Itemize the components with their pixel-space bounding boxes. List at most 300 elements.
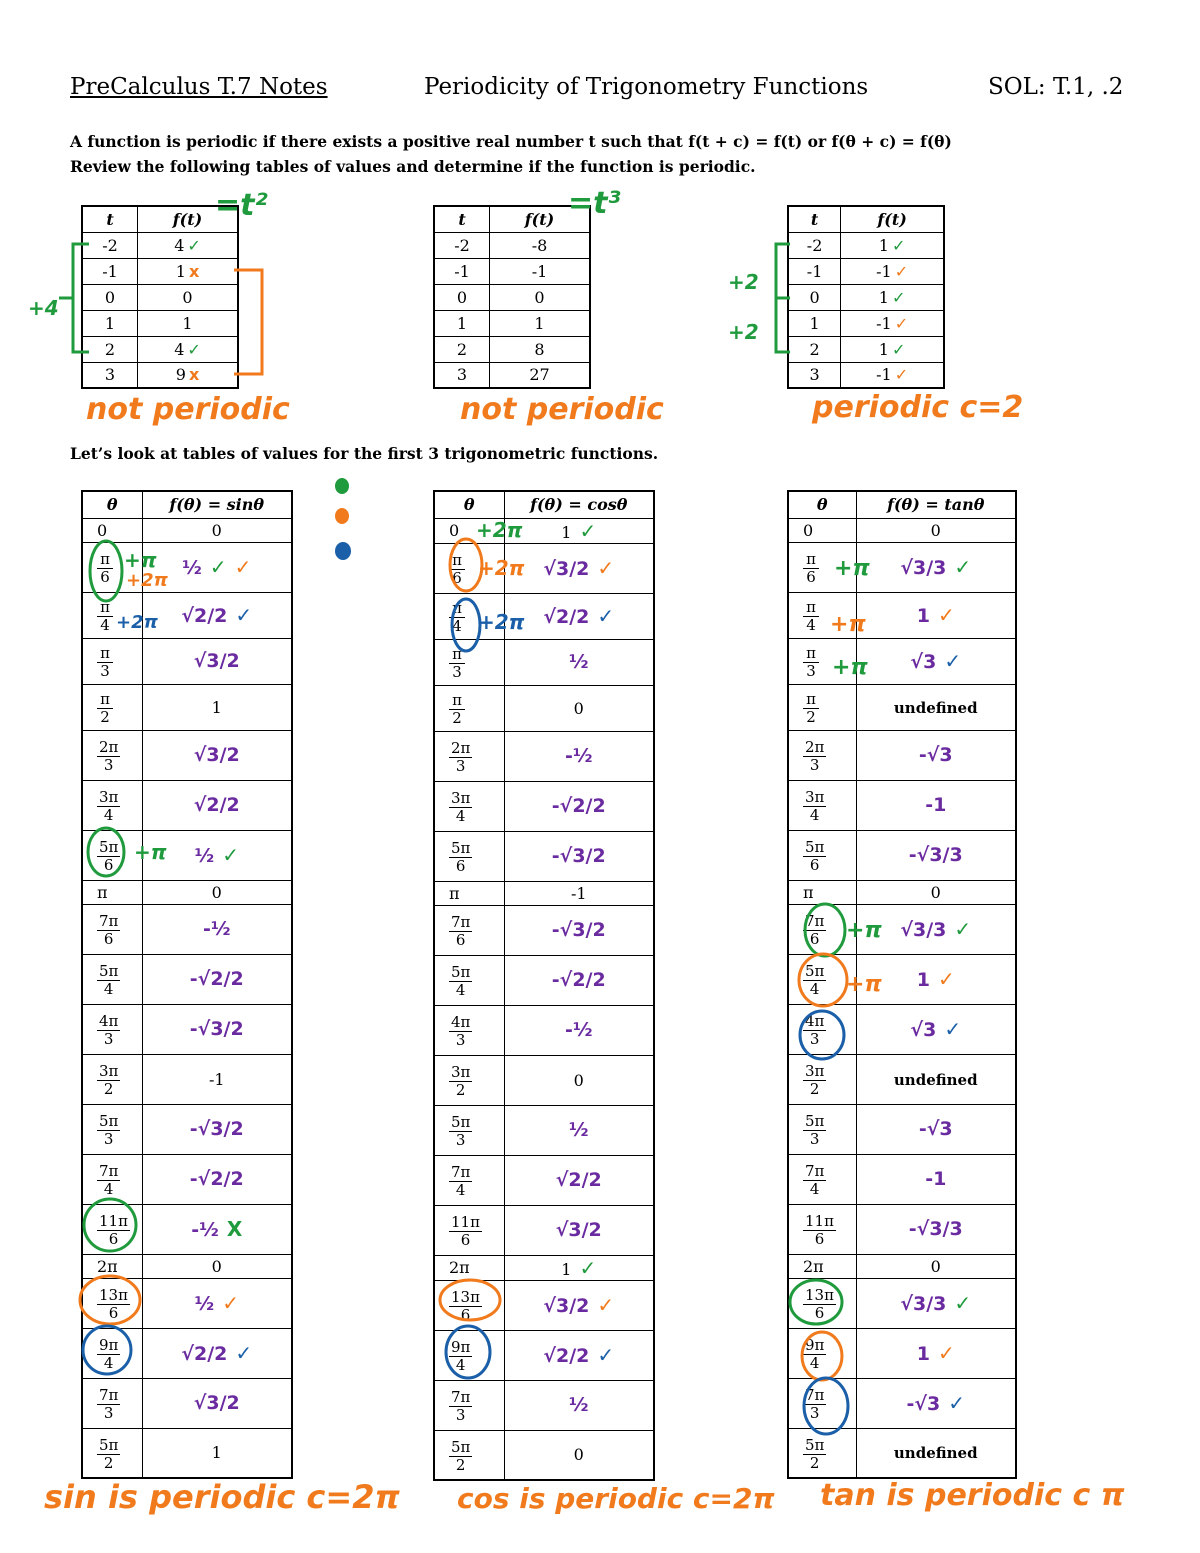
tan-plus-pi-1: +π: [834, 556, 870, 581]
theta-fraction: [97, 914, 120, 947]
function-value: √3/3: [900, 919, 947, 941]
theta-cell: [788, 1428, 856, 1478]
course-title: PreCalculus T.7 Notes: [70, 74, 328, 100]
formula-t-squared: =t²: [215, 188, 268, 223]
function-value-cell: [856, 518, 1016, 542]
function-value-cell: [504, 905, 654, 955]
table-row: [434, 593, 654, 639]
function-value-cell: [504, 1330, 654, 1380]
check-mark: ✓: [937, 603, 955, 627]
table-row: [788, 1378, 1016, 1428]
function-value: √3/2: [555, 1219, 602, 1241]
function-value: 0: [573, 698, 584, 718]
ft-value: [138, 284, 238, 310]
table-row: [788, 1104, 1016, 1154]
function-value: 0: [211, 520, 222, 540]
sin-plus-pi-1: +π: [124, 548, 157, 572]
theta-denominator: 2: [103, 1453, 114, 1472]
t-value: -1: [434, 258, 490, 284]
theta-fraction: [97, 1338, 120, 1371]
table-row: [434, 905, 654, 955]
function-value: 0: [573, 1445, 584, 1465]
function-value-cell: [142, 1278, 292, 1328]
ft-value-text: 4: [174, 235, 185, 255]
sin-plus-pi-2: +π: [134, 840, 167, 864]
ft-value: [841, 362, 944, 388]
theta-denominator: 3: [100, 662, 110, 680]
theta-denominator: 6: [809, 856, 820, 874]
function-value-cell: [504, 955, 654, 1005]
theta-numerator: 5π: [451, 1437, 471, 1456]
theta-value: 2π: [803, 1256, 824, 1276]
theta-numerator: π: [452, 551, 462, 569]
ft-value: [490, 310, 590, 336]
theta-denominator: 3: [455, 757, 466, 775]
theta-denominator: 3: [809, 1130, 820, 1148]
ft-value: [841, 310, 944, 336]
theta-numerator: 4π: [451, 1013, 471, 1031]
table-row: [82, 880, 292, 904]
table-row: [788, 362, 944, 388]
theta-cell: [788, 518, 856, 542]
theta-cell: [788, 1104, 856, 1154]
theta-numerator: 7π: [451, 1388, 471, 1406]
bracket-plus-4: [55, 240, 95, 360]
table-row: [82, 1154, 292, 1204]
theta-denominator: 4: [100, 616, 110, 634]
theta-denominator: 2: [455, 1081, 466, 1099]
theta-value: 0: [803, 520, 814, 540]
ft-value: [490, 258, 590, 284]
theta-fraction: [449, 1165, 472, 1198]
theta-denominator: 4: [103, 980, 114, 998]
theta-fraction: [97, 692, 113, 725]
function-value-cell: [856, 1328, 1016, 1378]
theta-value: π: [97, 882, 108, 902]
table-row: [82, 592, 292, 638]
function-value-cell: [142, 780, 292, 830]
theta-fraction: [449, 841, 472, 874]
function-value-cell: [504, 518, 654, 543]
function-value: ½: [194, 845, 215, 867]
theta-fraction: [449, 1065, 472, 1098]
theta-cell: [788, 830, 856, 880]
theta-cell: [434, 955, 504, 1005]
ft-value-text: -8: [531, 235, 548, 255]
theta-denominator: 3: [103, 1130, 114, 1148]
function-value: √3/2: [193, 650, 240, 672]
function-value-cell: [504, 1205, 654, 1255]
function-value: 0: [211, 882, 222, 902]
theta-cell: [82, 1328, 142, 1378]
theta-numerator: 2π: [451, 739, 471, 757]
theta-fraction: [803, 914, 826, 947]
function-value: 1: [916, 969, 930, 991]
theta-numerator: 7π: [99, 1386, 119, 1404]
theta-cell: [788, 1254, 856, 1278]
table-row: [788, 730, 1016, 780]
table-row: [788, 1154, 1016, 1204]
check-mark: ✓: [187, 339, 201, 359]
ft-value: [841, 232, 944, 258]
function-value: -√3/2: [189, 1118, 244, 1140]
function-value-cell: [142, 1054, 292, 1104]
label-plus-4: +4: [28, 296, 59, 320]
theta-cell: [434, 685, 504, 731]
theta-numerator: 11π: [99, 1212, 128, 1230]
theta-denominator: 4: [809, 806, 820, 824]
check-mark: ✓: [891, 287, 906, 307]
ft-value: [490, 362, 590, 388]
theta-denominator: 6: [100, 568, 110, 586]
t-value: -2: [788, 232, 841, 258]
check-mark: ✓: [597, 604, 615, 628]
theta-denominator: 4: [452, 617, 462, 635]
table-row: [788, 258, 944, 284]
t-value: 2: [788, 336, 841, 362]
theta-fraction: [803, 600, 819, 633]
function-value-cell: [856, 1104, 1016, 1154]
function-value-cell: [856, 542, 1016, 592]
ft-value-text: 4: [174, 339, 185, 359]
check-mark: ✓: [579, 1255, 597, 1280]
check-mark: ✓: [597, 556, 615, 580]
label-plus-2-a: +2: [728, 270, 759, 294]
theta-numerator: 3π: [805, 1062, 825, 1080]
table-row: [788, 684, 1016, 730]
function-value: -1: [925, 794, 947, 816]
ft-value-text: 27: [529, 365, 550, 385]
table-cosine: θ f(θ) = cosθ 0 1 ✓ $\frac{\pi}{6}$ √3/2 ✓ $\frac{\pi}{4}$ √2/2 ✓ $\frac{\pi}{3}$ ½ $\frac{\pi}{2}$ 0 $\frac{2\pi}{3}$ -½ $\frac{3\pi}{4}$ -√2/2 $\frac{5\pi}{6}$ -√3/2 π -1 $\frac{7\pi}{6}$ -√3/2 $\frac{5\pi}{4}$ -√2/2 $\frac{4\pi}{3}$ -½ $\frac{3\pi}{2}$ 0 $\frac{5\pi}{3}$ ½ $\frac{7\pi}{4}$ √2/2 $\frac{11\pi}{6}$ √3/2 2π 1 ✓ $\frac{13\pi}{6}$ √3/2 ✓ $\frac{9\pi}{4}$ √2/2 ✓ $\frac{7\pi}{3}$ ½ $\frac{5\pi}{2}$ 0: [433, 490, 655, 1481]
ft-value-text: -1: [876, 365, 892, 385]
function-value: undefined: [893, 1444, 978, 1463]
conclusion-sin: sin is periodic c=2π: [44, 1478, 400, 1516]
theta-fraction: [97, 740, 120, 773]
check-mark: ✓: [597, 1343, 615, 1367]
table-row: [434, 1105, 654, 1155]
function-value: 1: [561, 522, 572, 542]
theta-numerator: 5π: [451, 1113, 471, 1131]
theta-fraction: [803, 1014, 826, 1047]
function-value-cell: [142, 880, 292, 904]
function-value: -1: [925, 1168, 947, 1190]
theta-denominator: 4: [455, 981, 466, 999]
table-row: [434, 1205, 654, 1255]
table-row: [82, 1204, 292, 1254]
theta-denominator: 3: [806, 662, 816, 680]
table-row: [434, 543, 654, 593]
theta-numerator: π: [806, 598, 816, 616]
legend-dot-orange: [335, 508, 349, 524]
function-value: -½: [202, 918, 231, 940]
table-row: [82, 310, 238, 336]
function-value: ½: [568, 1394, 589, 1416]
theta-denominator: 6: [814, 1304, 825, 1322]
theta-denominator: 6: [460, 1231, 471, 1249]
sin-plus-2pi-2: +2π: [116, 612, 158, 633]
theta-denominator: 3: [809, 756, 820, 774]
instruction-text: Review the following tables of values and determine if the function is periodic.: [70, 157, 756, 176]
theta-cell: [82, 1054, 142, 1104]
theta-cell: [82, 954, 142, 1004]
theta-cell: [434, 1155, 504, 1205]
ft-value-text: 0: [182, 287, 193, 307]
theta-denominator: 4: [103, 1180, 114, 1198]
theta-fraction: [803, 1338, 826, 1371]
theta-fraction: [449, 601, 465, 634]
theta-cell: [788, 1328, 856, 1378]
definition-text: A function is periodic if there exists a positive real number t such that f(t + c) = f(t) or f(θ + c) = f(θ): [70, 132, 952, 151]
theta-value: 2π: [97, 1256, 118, 1276]
function-value: -√3/3: [908, 1218, 963, 1240]
theta-cell: [788, 1004, 856, 1054]
function-value: -1: [570, 883, 587, 903]
function-value-cell: [504, 831, 654, 881]
theta-fraction: [449, 741, 472, 774]
function-value: 1: [211, 1443, 222, 1463]
theta-numerator: 7π: [99, 912, 119, 930]
theta-cell: [82, 904, 142, 954]
theta-denominator: 3: [103, 1404, 114, 1422]
theta-cell: [434, 831, 504, 881]
ft-value-text: 9: [175, 365, 186, 385]
theta-cell: [82, 880, 142, 904]
theta-fraction: [449, 553, 465, 586]
note-not-periodic-1: not periodic: [86, 392, 290, 427]
theta-fraction: [97, 1164, 120, 1197]
function-value: -½: [191, 1219, 219, 1241]
function-value-cell: [856, 1428, 1016, 1478]
theta-fraction: [449, 647, 465, 680]
table-row: [434, 362, 590, 388]
t-value: 2: [82, 336, 138, 362]
function-value-cell: [142, 1378, 292, 1428]
theta-value: π: [803, 882, 814, 902]
conclusion-tan: tan is periodic c π: [820, 1478, 1125, 1513]
theta-numerator: 3π: [451, 789, 471, 807]
theta-fraction: [97, 840, 120, 873]
check-mark: ✓: [187, 235, 201, 255]
function-value-cell: [504, 639, 654, 685]
function-value: 0: [573, 1070, 584, 1090]
table-row: [788, 1428, 1016, 1478]
theta-fraction: [803, 1064, 826, 1097]
function-value: 1: [916, 605, 930, 627]
function-value-cell: [504, 1255, 654, 1280]
table-row: [82, 284, 238, 310]
table-row: [434, 781, 654, 831]
ft-value-text: 1: [878, 235, 889, 255]
theta-fraction: [803, 1214, 836, 1247]
theta-denominator: 6: [452, 569, 462, 587]
cross-mark: x: [188, 261, 200, 281]
table-row: [82, 1004, 292, 1054]
ft-value-text: -1: [531, 261, 548, 281]
t-value: 3: [434, 362, 490, 388]
t-value: 0: [788, 284, 841, 310]
function-value-cell: [142, 1328, 292, 1378]
theta-numerator: 13π: [451, 1288, 480, 1306]
sin-plus-2pi-1: +2π: [126, 570, 168, 591]
table-row: [788, 592, 1016, 638]
theta-numerator: 4π: [805, 1012, 825, 1030]
theta-denominator: 2: [455, 1455, 466, 1474]
function-value-cell: [856, 684, 1016, 730]
cos-plus-2pi-3: +2π: [478, 610, 525, 634]
table-row: [82, 830, 292, 880]
t-value: -2: [434, 232, 490, 258]
theta-fraction: [449, 1115, 472, 1148]
function-value-cell: [856, 1254, 1016, 1278]
theta-cell: [82, 1378, 142, 1428]
theta-cell: [788, 780, 856, 830]
function-value: 1: [561, 1259, 572, 1279]
table-row: [788, 518, 1016, 542]
function-value-cell: [504, 1430, 654, 1480]
ft-value: [138, 336, 238, 362]
theta-fraction: [97, 1388, 120, 1421]
table-row: [434, 731, 654, 781]
theta-cell: [82, 1254, 142, 1278]
ft-value-text: 1: [175, 261, 186, 281]
ft-value-text: 0: [534, 287, 545, 307]
theta-fraction: [449, 965, 472, 998]
table-row: [82, 684, 292, 730]
cos-plus-2pi-1: +2π: [476, 518, 523, 542]
theta-denominator: 6: [455, 931, 466, 949]
function-value: -½: [564, 745, 593, 767]
check-mark: ✓: [235, 1341, 253, 1365]
theta-denominator: 3: [455, 1031, 466, 1049]
check-mark: ✓: [222, 843, 239, 867]
check-mark: ✓: [891, 339, 906, 359]
theta-fraction: [97, 790, 120, 823]
theta-cell: [788, 880, 856, 904]
theta-numerator: 4π: [99, 1012, 119, 1030]
function-value: √3: [910, 651, 937, 673]
table-row: [788, 1004, 1016, 1054]
ft-value: [138, 232, 238, 258]
t-value: -2: [82, 232, 138, 258]
theta-numerator: 13π: [99, 1286, 128, 1304]
function-value-cell: [504, 1055, 654, 1105]
theta-denominator: 4: [455, 807, 466, 825]
table-row: [434, 1430, 654, 1480]
theta-numerator: 5π: [451, 839, 471, 857]
t-value: 1: [434, 310, 490, 336]
function-value-cell: [856, 1154, 1016, 1204]
function-value: √3/3: [900, 557, 947, 579]
theta-denominator: 3: [455, 1406, 466, 1424]
t-value: -1: [788, 258, 841, 284]
tan-plus-pi-2: +π: [830, 612, 866, 637]
cross-mark: x: [188, 365, 200, 385]
function-value: -½: [564, 1019, 593, 1041]
theta-numerator: 3π: [451, 1063, 471, 1081]
theta-fraction: [97, 600, 113, 633]
theta-fraction: [97, 646, 113, 679]
table-row: [82, 518, 292, 542]
theta-fraction: [449, 1437, 472, 1474]
theta-numerator: π: [452, 645, 462, 663]
check-mark: ✓: [235, 603, 253, 627]
theta-numerator: π: [452, 599, 462, 617]
theta-denominator: 2: [103, 1080, 114, 1098]
function-value: √2/2: [181, 605, 228, 627]
function-value: -√3: [906, 1393, 941, 1415]
function-value-cell: [856, 638, 1016, 684]
check-mark: ✓: [944, 1017, 962, 1041]
table-row: [788, 1328, 1016, 1378]
check-mark: ✓: [597, 1293, 615, 1317]
theta-numerator: π: [452, 691, 462, 709]
theta-denominator: 3: [809, 1404, 820, 1422]
check-mark: ✓: [579, 518, 597, 543]
theta-numerator: 5π: [99, 838, 119, 856]
table-row: [434, 831, 654, 881]
theta-fraction: [97, 1114, 120, 1147]
function-value: -√2/2: [551, 969, 606, 991]
theta-cell: [82, 1428, 142, 1478]
theta-cell: [82, 684, 142, 730]
theta-numerator: 5π: [805, 1112, 825, 1130]
table-tangent: θ f(θ) = tanθ 0 0 $\frac{\pi}{6}$ √3/3 ✓ $\frac{\pi}{4}$ 1 ✓ $\frac{\pi}{3}$ √3 ✓ $\frac{\pi}{2}$ undefined $\frac{2\pi}{3}$ -√3 $\frac{3\pi}{4}$ -1 $\frac{5\pi}{6}$ -√3/3 π 0 $\frac{7\pi}{6}$ √3/3 ✓ $\frac{5\pi}{4}$ 1 ✓ $\frac{4\pi}{3}$ √3 ✓ $\frac{3\pi}{2}$ undefined $\frac{5\pi}{3}$ -√3 $\frac{7\pi}{4}$ -1 $\frac{11\pi}{6}$ -√3/3 2π 0 $\frac{13\pi}{6}$ √3/3 ✓ $\frac{9\pi}{4}$ 1 ✓ $\frac{7\pi}{3}$ -√3 ✓ $\frac{5\pi}{2}$ undefined: [787, 490, 1017, 1479]
theta-cell: [788, 1378, 856, 1428]
function-value-cell: [142, 518, 292, 542]
check-mark: ✓: [954, 917, 972, 941]
theta-fraction: [803, 646, 819, 679]
theta-denominator: 2: [809, 1080, 820, 1098]
ft-value-text: 8: [534, 339, 545, 359]
function-value: -√2/2: [189, 1168, 244, 1190]
theta-cell: [434, 1380, 504, 1430]
table-row: [788, 880, 1016, 904]
check-mark: ✓: [891, 235, 906, 255]
check-mark: ✓: [948, 1391, 966, 1415]
function-value-cell: [504, 1005, 654, 1055]
theta-numerator: 9π: [805, 1336, 825, 1354]
function-value-cell: [142, 1154, 292, 1204]
theta-denominator: 2: [809, 1453, 820, 1472]
bracket-plus-2-a: [766, 240, 796, 360]
function-value-cell: [856, 1378, 1016, 1428]
theta-numerator: 7π: [99, 1162, 119, 1180]
ft-value-text: 1: [534, 313, 545, 333]
table-row: [82, 904, 292, 954]
theta-denominator: 3: [452, 663, 462, 681]
theta-fraction: [803, 790, 826, 823]
page-title: Periodicity of Trigonometry Functions: [424, 74, 869, 100]
ft-value: [490, 232, 590, 258]
label-plus-2-b: +2: [728, 320, 759, 344]
theta-cell: [434, 1205, 504, 1255]
function-value-cell: [142, 954, 292, 1004]
function-value: √3/2: [543, 558, 590, 580]
table-row: [788, 1254, 1016, 1278]
theta-denominator: 4: [103, 1354, 114, 1372]
theta-fraction: [449, 1215, 482, 1248]
theta-denominator: 3: [103, 1030, 114, 1048]
theta-cell: [434, 1330, 504, 1380]
theta-fraction: [449, 915, 472, 948]
function-value-cell: [504, 593, 654, 639]
theta-fraction: [97, 1064, 120, 1097]
function-value: 0: [211, 1256, 222, 1276]
table-row: [434, 881, 654, 905]
table-row: [82, 542, 292, 592]
theta-cell: [82, 1154, 142, 1204]
t-value: 2: [434, 336, 490, 362]
